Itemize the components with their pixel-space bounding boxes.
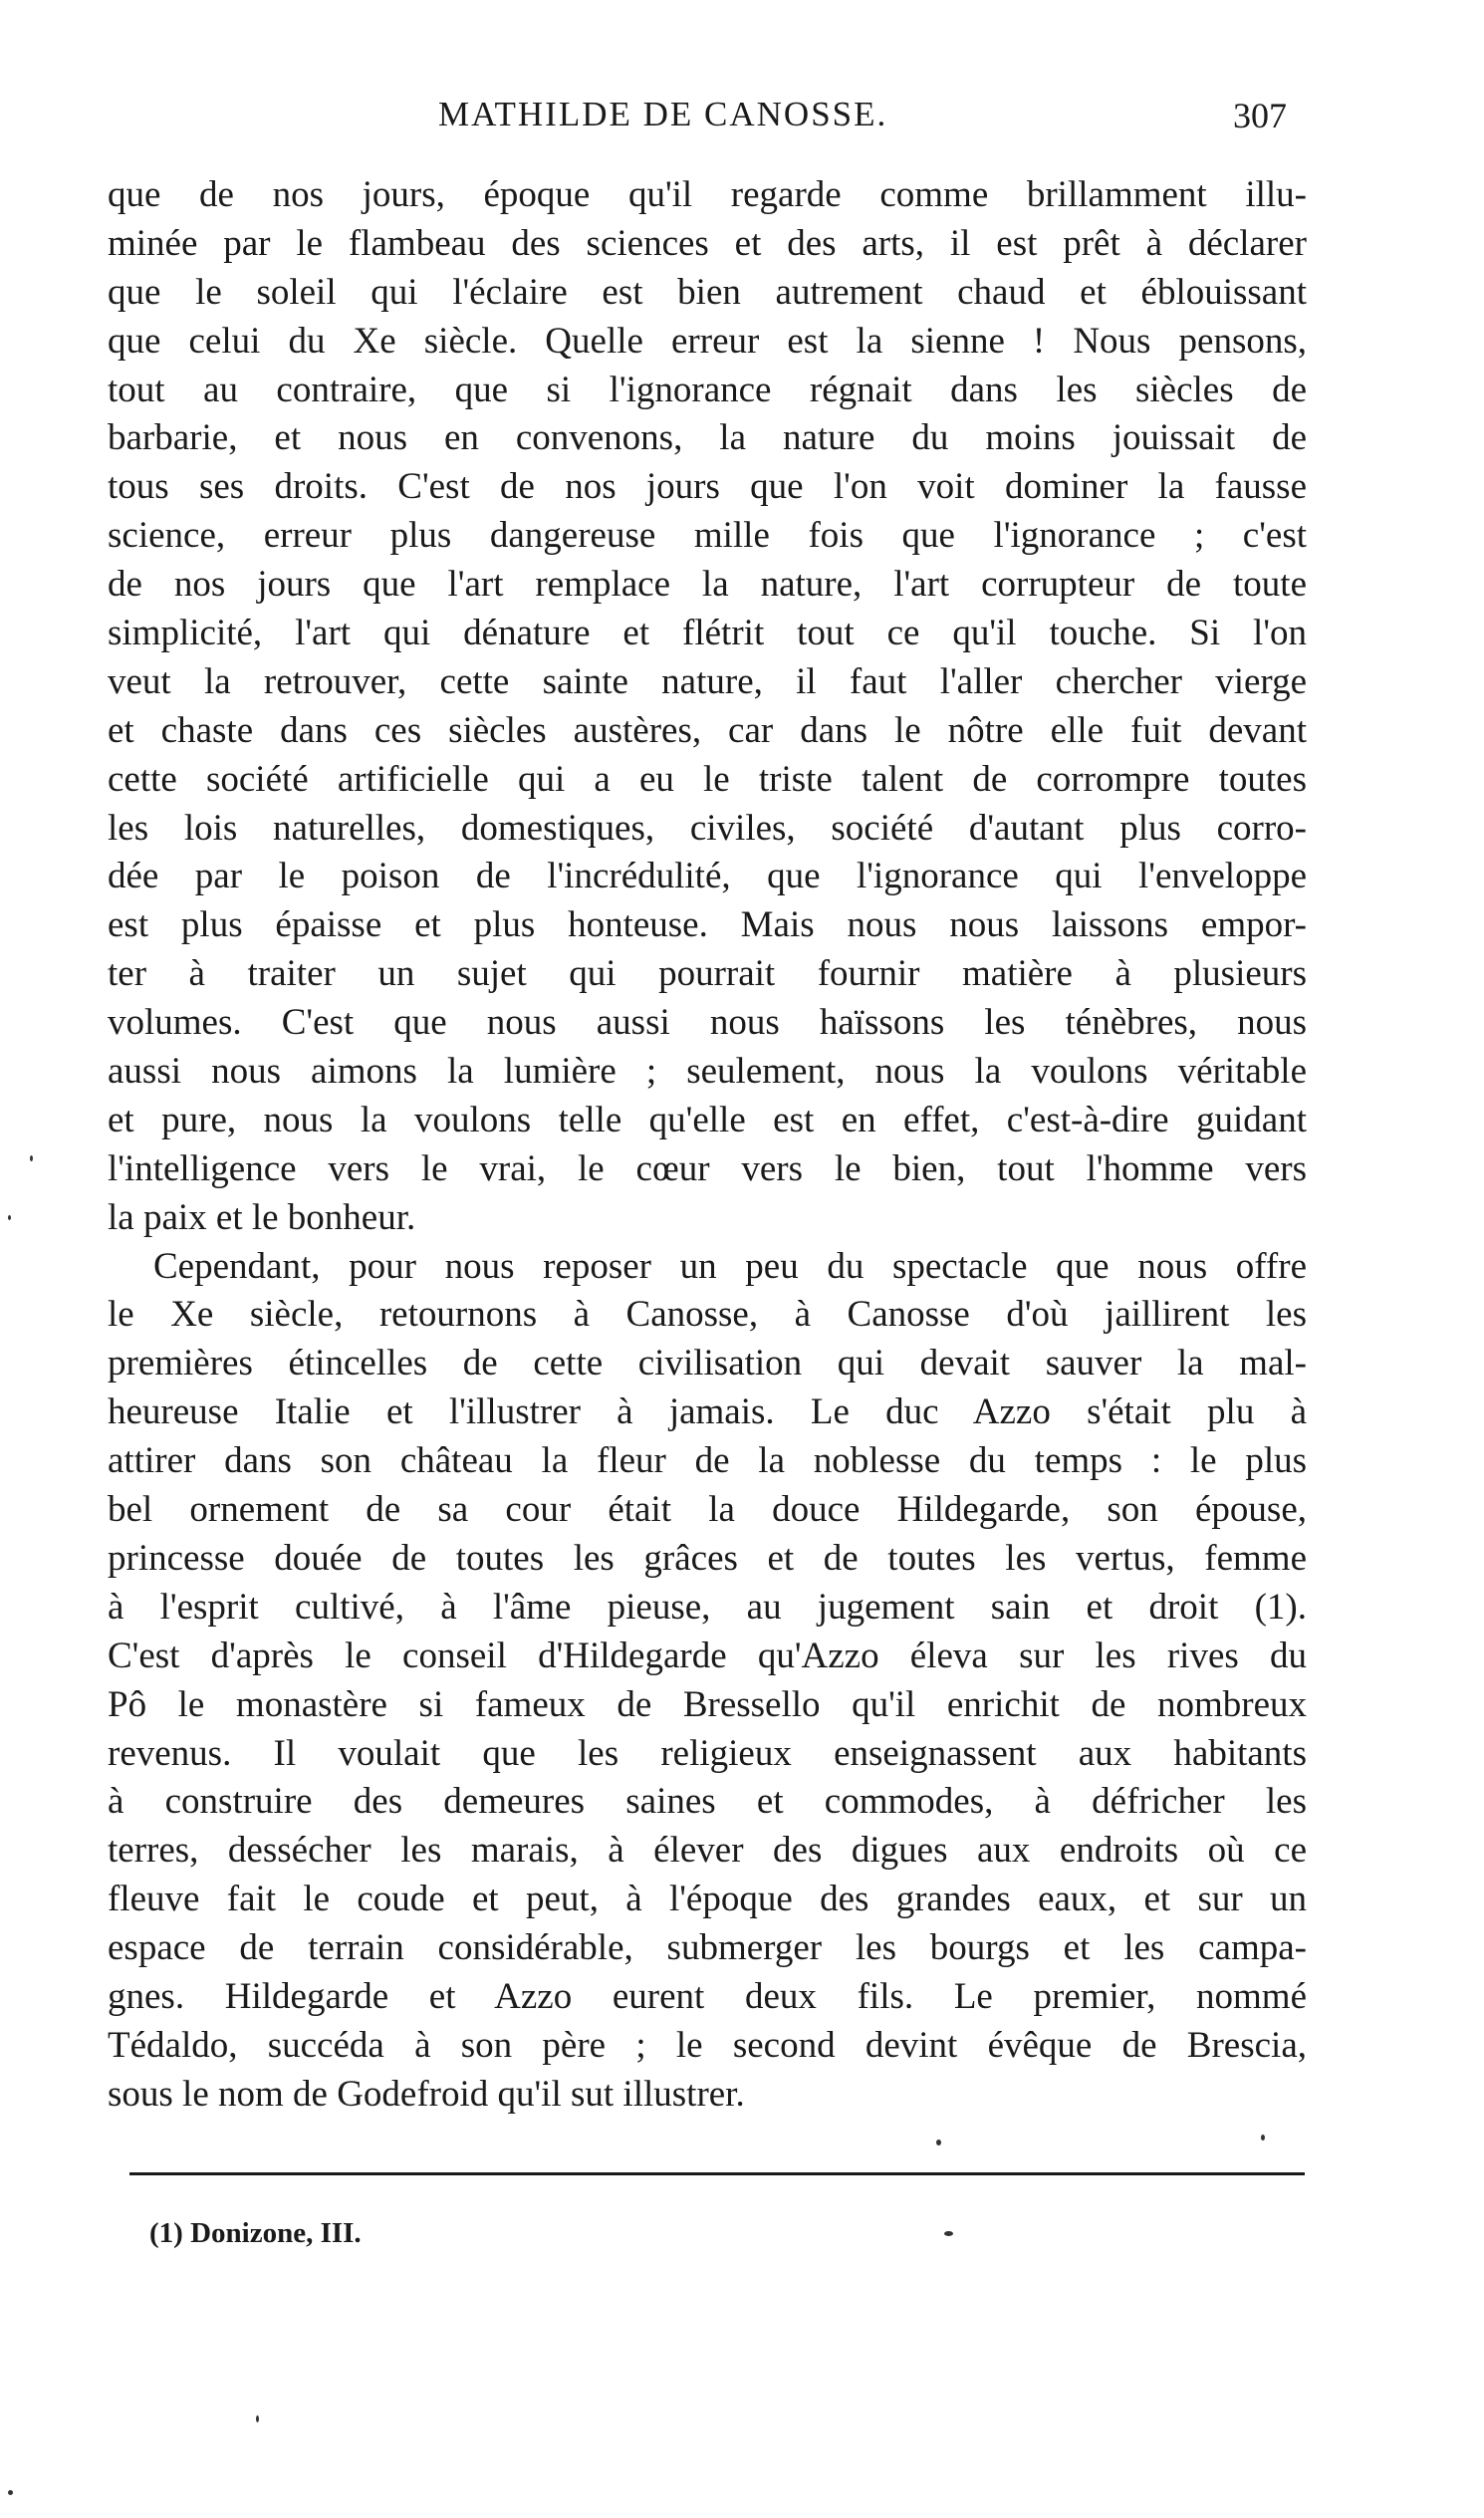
text-line: heureuse Italie et l'illustrer à jamais. Le duc Azzo s'était plu à [108,1391,1307,1433]
print-speck [8,2490,13,2495]
text-line: minée par le flambeau des sciences et des arts, il est prêt à déclarer [108,222,1307,264]
text-line: Pô le monastère si fameux de Bressello qu'il enrichit de nombreux [108,1683,1307,1725]
footnote-separator [129,2172,1305,2175]
text-line: à l'esprit cultivé, à l'âme pieuse, au jugement sain et droit (1). [108,1586,1307,1628]
text-line: gnes. Hildegarde et Azzo eurent deux fils. Le premier, nommé [108,1975,1307,2017]
text-line: attirer dans son château la fleur de la noblesse du temps : le plus [108,1440,1307,1482]
text-line: tout au contraire, que si l'ignorance régnait dans les siècles de [108,369,1307,410]
text-line: bel ornement de sa cour était la douce Hildegarde, son épouse, [108,1489,1307,1531]
print-speck [8,1215,11,1220]
text-line: Tédaldo, succéda à son père ; le second devint évêque de Brescia, [108,2024,1307,2066]
text-line: le Xe siècle, retournons à Canosse, à Canosse d'où jaillirent les [108,1294,1307,1336]
text-line: que de nos jours, époque qu'il regarde comme brillamment illu- [108,174,1307,215]
print-speck [1261,2135,1265,2140]
running-head [0,95,1484,144]
text-line: aussi nous aimons la lumière ; seulement, nous la voulons véritable [108,1051,1307,1093]
text-line: et chaste dans ces siècles austères, car dans le nôtre elle fuit devant [108,709,1307,751]
text-line: barbarie, et nous en convenons, la nature du moins jouissait de [108,417,1307,459]
text-line: de nos jours que l'art remplace la nature, l'art corrupteur de toute [108,564,1307,606]
page-number: 307 [1233,96,1287,135]
text-line: Cependant, pour nous reposer un peu du spectacle que nous offre [153,1245,1307,1287]
text-line: sous le nom de Godefroid qu'il sut illustrer. [108,2073,745,2115]
print-speck [256,2415,259,2422]
text-line: revenus. Il voulait que les religieux enseignassent aux habitants [108,1732,1307,1774]
body-text [108,171,1307,2120]
paragraph [108,1243,1307,2120]
text-line: fleuve fait le coude et peut, à l'époque des grandes eaux, et sur un [108,1879,1307,1920]
text-line: la paix et le bonheur. [108,1196,416,1238]
text-line: est plus épaisse et plus honteuse. Mais nous nous laissons empor- [108,904,1307,946]
text-line: que le soleil qui l'éclaire est bien autrement chaud et éblouissant [108,271,1307,313]
text-line: espace de terrain considérable, submerger les bourgs et les campa- [108,1927,1307,1969]
text-line: C'est d'après le conseil d'Hildegarde qu'Azzo éleva sur les rives du [108,1635,1307,1676]
text-line: cette société artificielle qui a eu le triste talent de corrompre toutes [108,758,1307,800]
text-line: l'intelligence vers le vrai, le cœur vers le bien, tout l'homme vers [108,1147,1307,1189]
text-line: à construire des demeures saines et commodes, à défricher les [108,1781,1307,1823]
text-line: les lois naturelles, domestiques, civiles, société d'autant plus corro- [108,807,1307,849]
text-line: dée par le poison de l'incrédulité, que l'ignorance qui l'enveloppe [108,856,1307,897]
print-speck [944,2231,953,2236]
page-title: MATHILDE DE CANOSSE. [438,95,888,133]
text-line: et pure, nous la voulons telle qu'elle est en effet, c'est-à-dire guidant [108,1099,1307,1140]
text-line: princesse douée de toutes les grâces et de toutes les vertus, femme [108,1537,1307,1579]
footnote: (1) Donizone, III. [149,2217,362,2249]
text-line: science, erreur plus dangereuse mille fois que l'ignorance ; c'est [108,515,1307,557]
text-line: ter à traiter un sujet qui pourrait fournir matière à plusieurs [108,953,1307,995]
text-line: volumes. C'est que nous aussi nous haïssons les ténèbres, nous [108,1002,1307,1044]
print-speck [30,1155,33,1161]
text-line: simplicité, l'art qui dénature et flétrit tout ce qu'il touche. Si l'on [108,613,1307,654]
text-line: tous ses droits. C'est de nos jours que l'on voit dominer la fausse [108,466,1307,508]
print-speck [936,2140,941,2145]
text-line: terres, dessécher les marais, à élever des digues aux endroits où ce [108,1830,1307,1872]
text-line: que celui du Xe siècle. Quelle erreur est la sienne ! Nous pensons, [108,320,1307,362]
text-line: premières étincelles de cette civilisation qui devait sauver la mal- [108,1343,1307,1385]
paragraph [108,171,1307,1243]
text-line: veut la retrouver, cette sainte nature, il faut l'aller chercher vierge [108,660,1307,702]
